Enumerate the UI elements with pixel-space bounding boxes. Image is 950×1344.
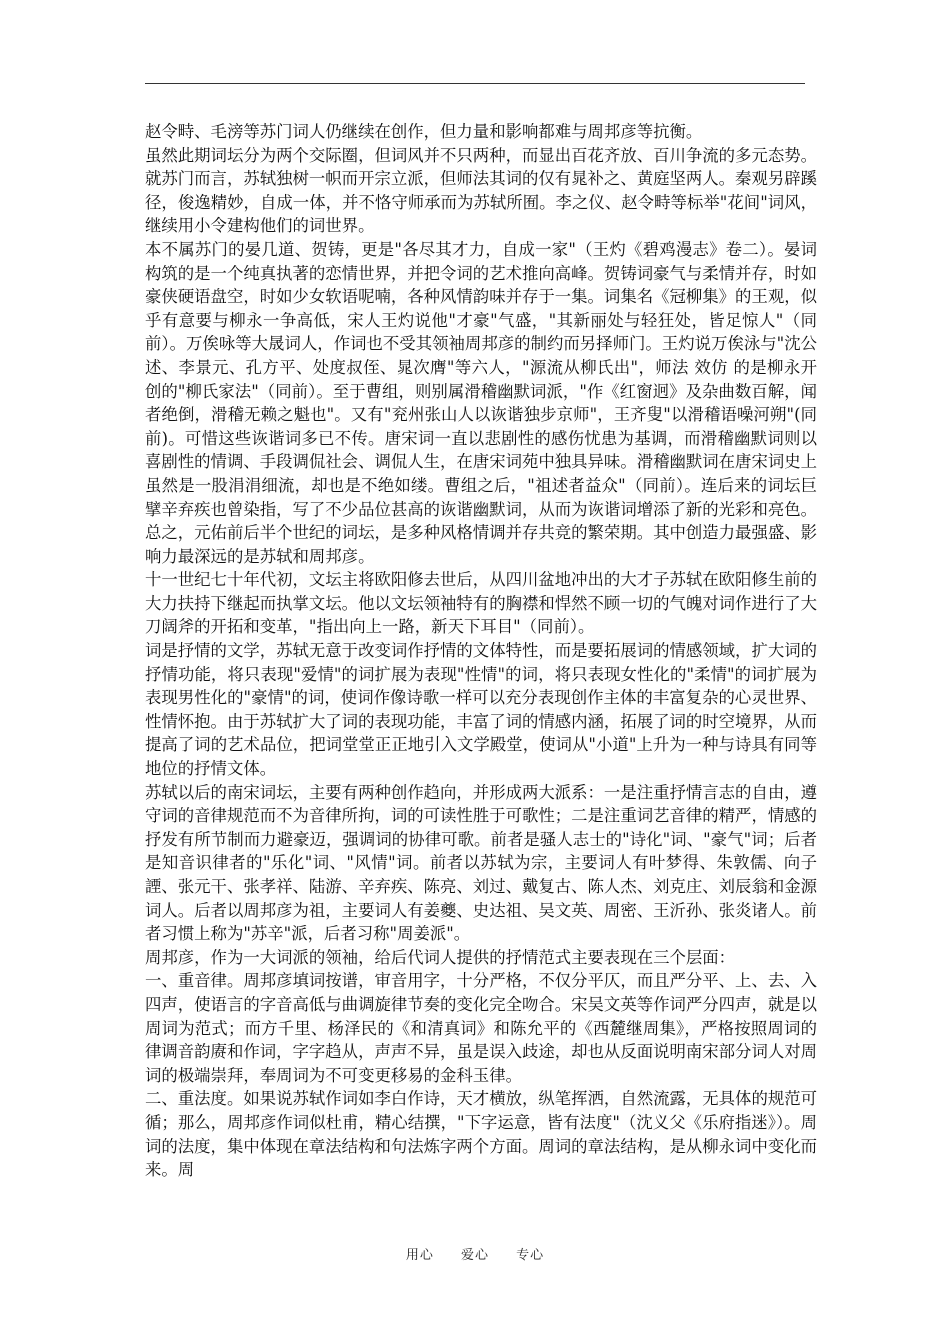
document-body xyxy=(145,120,817,1182)
page-footer xyxy=(0,1244,950,1263)
paragraph: 二、重法度。如果说苏轼作词如李白作诗，天才横放，纵笔挥洒，自然流露，无具体的规范可循；那么，周邦彦作词似杜甫，精心结撰，"下字运意，皆有法度"（沈义父《乐府指迷》）。周词的法度，集中体现在章法结构和句法炼字两个方面。周词的章法结构，是从柳永词中变化而来。周 xyxy=(145,1089,818,1180)
paragraph: 十一世纪七十年代初，文坛主将欧阳修去世后，从四川盆地冲出的大才子苏轼在欧阳修生前的大力扶持下继起而执掌文坛。他以文坛领袖特有的胸襟和悍然不顾一切的气魄对词作进行了大刀阔斧的开拓和变革，"指出向上一路，新天下耳目"（同前）。 xyxy=(145,570,818,637)
paragraph: 周邦彦，作为一大词派的领袖，给后代词人提供的抒情范式主要表现在三个层面： xyxy=(145,947,736,967)
paragraph: 苏轼以后的南宋词坛，主要有两种创作趋向，并形成两大派系：一是注重抒情言志的自由，遵守词的音律规范而不为音律所拘，词的可读性胜于可歌性；二是注重词艺音律的精严，情感的抒发有所节制而力避豪迈，强调词的协律可歌。前者是骚人志士的"诗化"词、"豪气"词；后者是知音识律者的"乐化"词、"风情"词。前者以苏轼为宗，主要词人有叶梦得、朱敦儒、向子諲、张元干、张孝祥、陆游、辛弃疾、陈亮、刘过、戴复古、陈人杰、刘克庄、刘辰翁和金源词人。后者以周邦彦为祖，主要词人有姜夔、史达祖、吴文英、周密、王沂孙、张炎诸人。前者习惯上称为"苏辛"派，后者习称"周姜派"。 xyxy=(145,782,818,944)
paragraph: 本不属苏门的晏几道、贺铸，更是"各尽其才力，自成一家"（王灼《碧鸡漫志》卷二）。晏词构筑的是一个纯真执著的恋情世界，并把令词的艺术推向高峰。贺铸词豪气与柔情并存，时如豪侠硬语盘空，时如少女软语呢喃，各种风情韵味并存于一集。词集名《冠柳集》的王观，似乎有意要与柳永一争高低，宋人王灼说他"才豪"气盛，"其新丽处与轻狂处，皆足惊人"（同前）。万俟咏等大晟词人，作词也不受其领袖周邦彦的制约而另择师门。王灼说万俟泳与"沈公述、李景元、孔方平、处度叔侄、晁次膺"等六人，"源流从柳氏出"，师法 效仿 的是柳永开创的"柳氏家法"（同前）。至于曹组，则别属滑稽幽默词派，"作《红窗迥》及杂曲数百解，闻者绝倒，滑稽无赖之魁也"。又有"兖州张山人以诙谐独步京师"，王齐叟"以滑稽语噪河朔"(同前)。可惜这些诙谐词多已不传。唐宋词一直以悲剧性的感伤忧患为基调，而滑稽幽默词则以喜剧性的情调、手段调侃社会、调侃人生，在唐宋词苑中独具异味。滑稽幽默词在唐宋词史上虽然是一股涓涓细流，却也是不绝如缕。曹组之后，"祖述者益众"（同前）。连后来的词坛巨擘辛弃疾也曾染指，写了不少品位甚高的诙谐幽默词，从而为诙谐词增添了新的光彩和亮色。总之，元佑前后半个世纪的词坛，是多种风格情调并存共竞的繁荣期。其中创造力最强盛、影响力最深远的是苏轼和周邦彦。 xyxy=(145,239,818,566)
paragraph: 赵令畤、毛滂等苏门词人仍继续在创作，但力量和影响都难与周邦彦等抗衡。 xyxy=(145,122,703,141)
paragraph: 一、重音律。周邦彦填词按谱，审音用字，十分严格，不仅分平仄，而且严分平、上、去、入四声，使语言的字音高低与曲调旋律节奏的变化完全吻合。宋吴文英等作词严分四声，就是以周词为范式；而方千里、杨泽民的《和清真词》和陈允平的《西麓继周集》，严格按照周词的律调音韵赓和作词，字字趋从，声声不异，虽是误入歧途，却也从反面说明南宋部分词人对周词的极端崇拜，奉周词为不可变更移易的金科玉律。 xyxy=(145,971,818,1085)
footer-text-1: 用心 xyxy=(405,1248,434,1263)
footer-text-3: 专心 xyxy=(516,1248,545,1263)
paragraph: 词是抒情的文学，苏轼无意于改变词作抒情的文体特性，而是要拓展词的情感领域，扩大词的抒情功能，将只表现"爱情"的词扩展为表现"性情"的词，将只表现女性化的"柔情"的词扩展为表现男性化的"豪情"的词，使词作像诗歌一样可以充分表现创作主体的丰富复杂的心灵世界、性情怀抱。由于苏轼扩大了词的表现功能，丰富了词的情感内涵，拓展了词的时空境界，从而提高了词的艺术品位，把词堂堂正正地引入文学殿堂，使词从"小道"上升为一种与诗具有同等地位的抒情文体。 xyxy=(145,641,818,779)
paragraph: 虽然此期词坛分为两个交际圈，但词风并不只两种，而显出百花齐放、百川争流的多元态势。就苏门而言，苏轼独树一帜而开宗立派，但师法其词的仅有晁补之、黄庭坚两人。秦观另辟蹊径，俊逸精妙，自成一体，并不恪守师承而为苏轼所囿。李之仪、赵令畤等标举"花间"词风，继续用小令建构他们的词世界。 xyxy=(145,145,818,236)
footer-text-2: 爱心 xyxy=(460,1248,489,1263)
header-rule xyxy=(145,83,805,84)
